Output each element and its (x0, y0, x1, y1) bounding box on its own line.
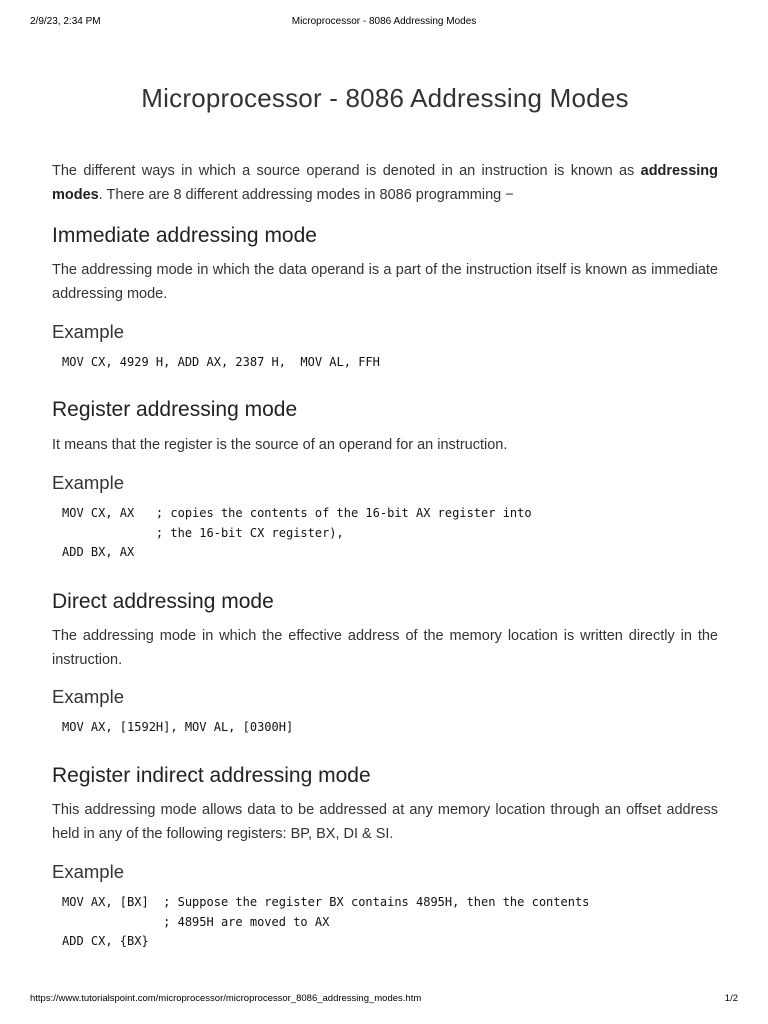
code-block-immediate (62, 353, 380, 373)
code-line: MOV AX, [BX] ; Suppose the register BX contains 4895H, then the contents (62, 895, 590, 909)
section-heading-register: Register addressing mode (52, 398, 298, 421)
source-url: https://www.tutorialspoint.com/microprocessor/microprocessor_8086_addressing_modes.htm (30, 993, 422, 1004)
section-description-register-indirect: This addressing mode allows data to be addressed at any memory location through an offset address held in any of the following registers: BP, BX, DI & SI. (52, 802, 718, 842)
page-number: 1/2 (724, 993, 738, 1004)
intro-text-before: The different ways in which a source operand is denoted in an instruction is known as (52, 163, 641, 179)
code-line: ; 4895H are moved to AX (62, 914, 330, 929)
intro-paragraph (52, 159, 718, 207)
code-block-register-indirect (62, 893, 589, 952)
example-label-immediate: Example (52, 321, 124, 342)
print-footer (30, 993, 738, 1007)
section-heading-register-indirect: Register indirect addressing mode (52, 764, 371, 787)
section-description-immediate: The addressing mode in which the data operand is a part of the instruction itself is known as immediate addressing mode. (52, 262, 718, 302)
section-heading-direct: Direct addressing mode (52, 590, 274, 613)
code-line: ; the 16-bit CX register), (62, 525, 344, 540)
page-title: Microprocessor - 8086 Addressing Modes (141, 83, 629, 113)
intro-bold-term: addressing modes (52, 163, 718, 203)
code-block-direct (62, 718, 293, 738)
section-description-register: It means that the register is the source of an operand for an instruction. (52, 437, 508, 453)
print-datetime: 2/9/23, 2:34 PM (30, 16, 101, 27)
example-label-register-indirect: Example (52, 861, 124, 882)
code-block-register (62, 504, 532, 563)
print-header (30, 16, 738, 30)
print-tab-title: Microprocessor - 8086 Addressing Modes (291, 16, 477, 27)
example-label-direct: Example (52, 686, 124, 707)
code-line: MOV CX, AX ; copies the contents of the 16-bit AX register into (62, 506, 532, 520)
code-line: MOV AX, [1592H], MOV AL, [0300H] (62, 720, 294, 734)
code-line: MOV CX, 4929 H, ADD AX, 2387 H, MOV AL, FFH (62, 355, 380, 369)
code-line: ADD CX, {BX} (62, 934, 149, 948)
example-label-register: Example (52, 472, 124, 493)
section-heading-immediate: Immediate addressing mode (52, 224, 317, 247)
section-description-direct: The addressing mode in which the effective address of the memory location is written directly in the instruction. (52, 628, 718, 668)
intro-text-after: . There are 8 different addressing modes in 8086 programming − (98, 187, 514, 203)
code-line: ADD BX, AX (62, 545, 135, 559)
